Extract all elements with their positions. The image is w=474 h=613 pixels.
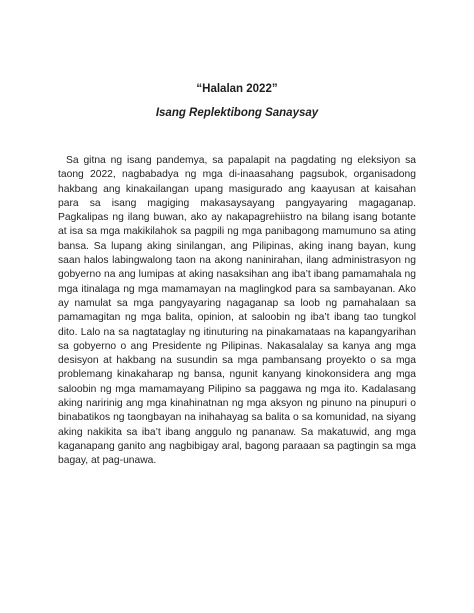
document-subtitle: Isang Replektibong Sanaysay [155,107,319,119]
document-title: “Halalan 2022” [196,83,278,95]
body-paragraph: Sa gitna ng isang pandemya, sa papalapit na pagdating ng eleksiyon sa taong 2022, nagbabadya ng mga di-inaasahang pagsubok, organisadong hakbang ang kinakailangan upang masigurado ang kaayusan at kaisahan para sa isang magiging makasaysayang pangyayaring magaganap. Pagkalipas ng ilang buwan, ako ay nakapagrehiistro na bilang isang botante at isa sa mga makikilahok sa pagpili ng mga panibagong mamumuno sa ating bansa. Sa lupang aking sinilangan, ang Pilipinas, aking inang bayan, kung saan halos labingwalong taon na akong naninirahan, ilang administrasyon ng gobyerno na ang lumipas at aking nasaksihan ang iba’t ibang pamamahala ng mga itinalaga ng mga mamamayan na maglingkod para sa sambayanan. Ako ay namulat sa mga pangyayaring nagaganap sa loob ng pamahalaan sa pamamagitan ng mga balita, opinion, at saloobin ng iba’t ibang tao tungkol dito. Lalo na sa nagtataglay ng itinuturing na pinakamataas na kapangyarihan sa gobyerno o ang Presidente ng Pilipinas. Nakasalalay sa kanya ang mga desisyon at hakbang na susundin sa mga pambansang proyekto o sa mga problemang kinakaharap ng bansa, ngunit kanyang kinokonsidera ang mga saloobin ng mga mamamayang Pilipino sa paggawa ng mga ito. Kadalasang aking naririnig ang mga kinahinatnan ng mga aksyon ng pinuno na pinupuri o binabatikos ng taongbayan na inihahayag sa balita o sa komunidad, na siyang aking nakikita sa iba’t ibang anggulo ng pananaw. Sa makatuwid, ang mga kaganapang ganito ang nagbibigay aral, bagong paraaan sa pagtingin sa mga bagay, at pag-unawa. [58,155,416,467]
